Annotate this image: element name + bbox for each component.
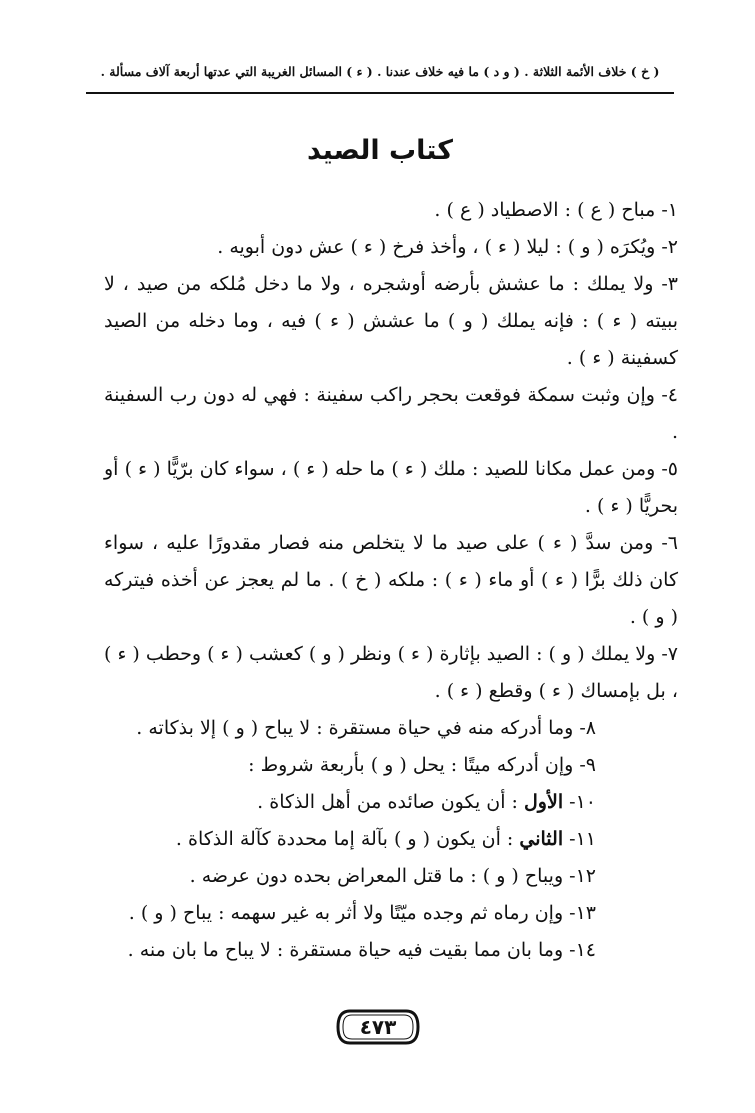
list-item: ١٢- ويباح ( و ) : ما قتل المعراض بحده دون عرضه . [189, 865, 596, 887]
condition-label: الأول [524, 791, 564, 813]
list-item: ٣- ولا يملك : ما عشش بأرضه أوشجره ، ولا ما دخل مُلكه من صيد ، لا ببيته ( ء ) : فإنه يملك ( و ) ما عشش ( ء ) فيه ، وما دخله من الصيد كسفينة ( ء ) . [104, 273, 678, 369]
running-header: ( خ ) خلاف الأئمة الثلاثة . ( و د ) ما فيه خلاف عندنا . ( ء ) المسائل الغريبة التي عدتها أربعة آلاف مسألة . [100, 64, 660, 79]
list-item: ١٤- وما بان مما بقيت فيه حياة مستقرة : لا يباح ما بان منه . [127, 939, 596, 961]
list-item: ٤- وإن وثبت سمكة فوقعت بحجر راكب سفينة : فهي له دون رب السفينة . [104, 384, 678, 443]
item-text: : أن يكون ( و ) بآلة إما محددة كآلة الذكاة . [175, 828, 514, 850]
list-item: ٥- ومن عمل مكانا للصيد : ملك ( ء ) ما حله ( ء ) ، سواء كان برّيًّا ( ء ) أو بحريًّا ( ء ) . [104, 458, 678, 517]
item-text: : أن يكون صائده من أهل الذكاة . [257, 791, 518, 813]
list-item: ١- مباح ( ع ) : الاصطياد ( ع ) . [434, 199, 678, 221]
list-item: ٧- ولا يملك ( و ) : الصيد بإثارة ( ء ) ونظر ( و ) كعشب ( ء ) وحطب ( ء ) ، بل بإمساك ( ء ) وقطع ( ء ) . [104, 643, 678, 702]
list-item-condition [104, 784, 678, 821]
header-rule [86, 92, 674, 94]
page-number: ٤٧٣ [359, 1015, 397, 1039]
list-item: ٢- ويُكرَه ( و ) : ليلا ( ء ) ، وأخذ فرخ ( ء ) عش دون أبويه . [217, 236, 678, 258]
list-item: ١٣- وإن رماه ثم وجده ميّتًا ولا أثر به غير سهمه : يباح ( و ) . [128, 902, 596, 924]
item-number: ١١- [569, 828, 596, 850]
list-item-condition [104, 821, 678, 858]
page-number-badge [336, 1007, 420, 1047]
list-item: ٩- وإن أدركه ميتًا : يحل ( و ) بأربعة شروط : [248, 754, 596, 776]
page-body [104, 192, 678, 969]
chapter-title: كتاب الصيد [306, 135, 453, 166]
condition-label: الثاني [519, 828, 564, 850]
item-number: ١٠- [569, 791, 596, 813]
list-item: ٦- ومن سدَّ ( ء ) على صيد ما لا يتخلص منه فصار مقدورًا عليه ، سواء كان ذلك برًّا ( ء ) أو ماء ( ء ) : ملكه ( خ ) . ما لم يعجز عن أخذه فيتركه ( و ) . [104, 532, 678, 628]
list-item: ٨- وما أدركه منه في حياة مستقرة : لا يباح ( و ) إلا بذكاته . [136, 717, 596, 739]
